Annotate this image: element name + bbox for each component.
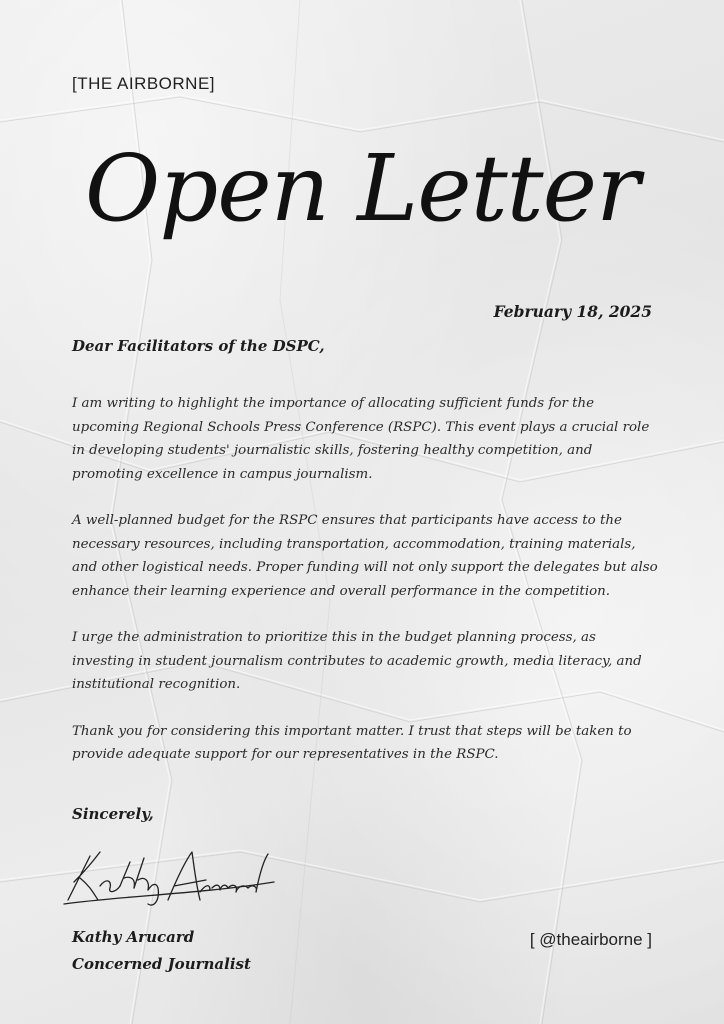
letter-title: Open Letter (84, 135, 640, 242)
closing: Sincerely, (72, 805, 154, 823)
social-handle: [ @theairborne ] (529, 930, 652, 949)
signer-name: Kathy Arucard (72, 928, 195, 946)
signer-role: Concerned Journalist (72, 955, 251, 973)
body-paragraph: A well-planned budget for the RSPC ensures that participants have access to the necessary resources, including transportation, accommodation, training materials, and other logistical needs. Proper funding will not only support the delegates but also enhance their learning experience and overall performance in the competition. (72, 513, 658, 599)
brand-label: [THE AIRBORNE] (72, 74, 216, 93)
letter-date: February 18, 2025 (493, 302, 652, 321)
body-paragraph: I am writing to highlight the importance of allocating sufficient funds for the upcoming Regional Schools Press Conference (RSPC). This event plays a crucial role in developing students' journalistic skills, fostering healthy competition, and promoting excellence in campus journalism. (72, 396, 650, 482)
salutation: Dear Facilitators of the DSPC, (72, 337, 325, 355)
letter-body (72, 392, 662, 790)
body-paragraph: I urge the administration to prioritize this in the budget planning process, as investing in student journalism contributes to academic growth, media literacy, and institutional recognition. (72, 630, 642, 692)
body-paragraph: Thank you for considering this important matter. I trust that steps will be taken to provide adequate support for our representatives in the RSPC. (72, 723, 632, 762)
handwritten-signature (60, 842, 280, 912)
